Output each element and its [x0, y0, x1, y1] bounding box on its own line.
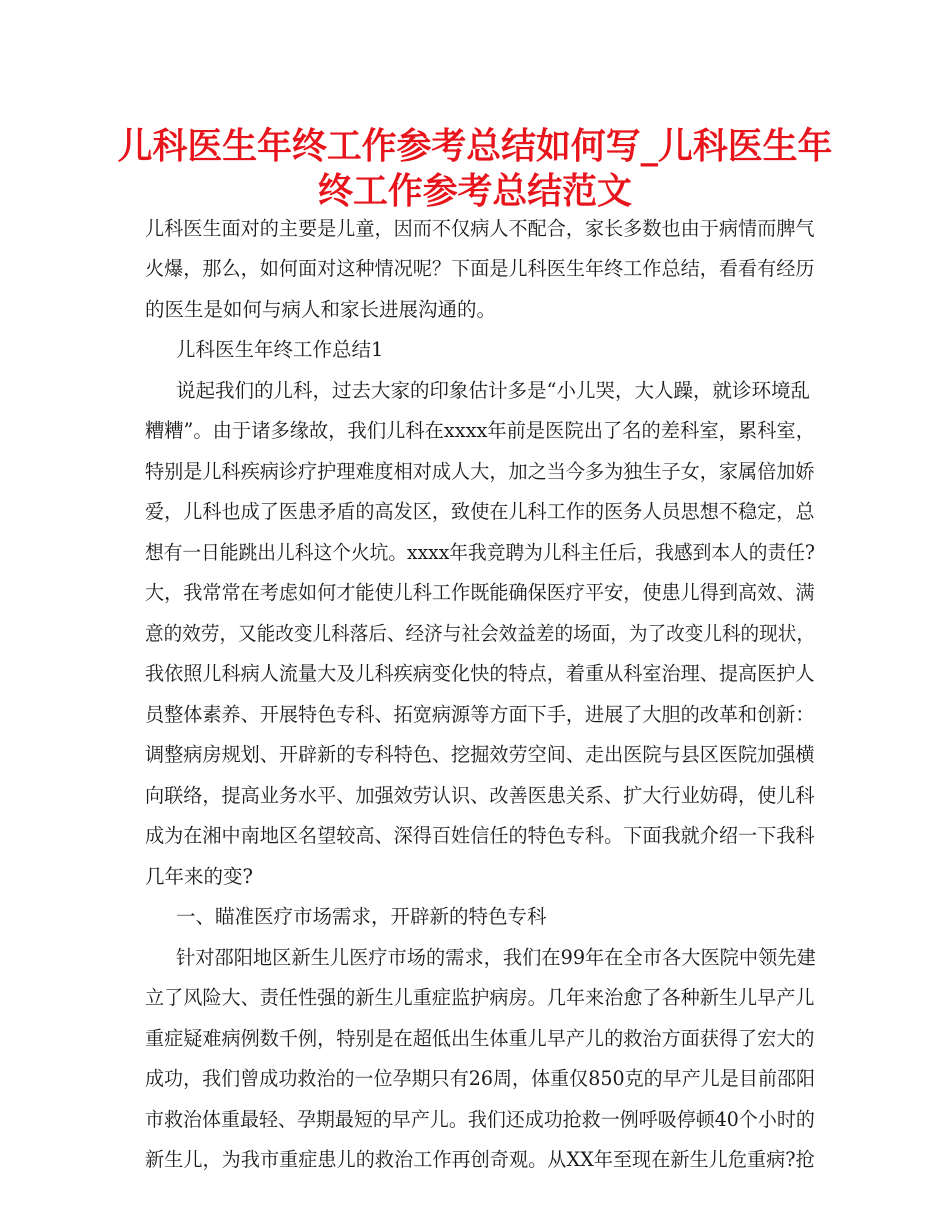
- paragraph-line: 员整体素养、开展特色专科、拓宽病源等方面下手，进展了大胆的改革和创新：: [145, 703, 815, 726]
- paragraph-line: 特别是儿科疾病诊疗护理难度相对成人大，加之当今多为独生子女，家属倍加娇: [145, 460, 815, 483]
- paragraph-line: 几年来的变?: [145, 865, 253, 888]
- paragraph-line: 成为在湘中南地区名望较高、深得百姓信任的特色专科。下面我就介绍一下我科: [145, 824, 815, 847]
- paragraph-line: 调整病房规划、开辟新的专科特色、挖掘效劳空间、走出医院与县区医院加强横: [145, 743, 815, 766]
- paragraph-line: 爱，儿科也成了医患矛盾的高发区，致使在儿科工作的医务人员思想不稳定，总: [145, 500, 815, 523]
- paragraph-line: 的医生是如何与病人和家长进展沟通的。: [145, 298, 497, 321]
- paragraph-line: 糟糟”。由于诸多缘故，我们儿科在xxxx年前是医院出了名的差科室，累科室，: [145, 419, 815, 442]
- paragraph-line: 向联络，提高业务水平、加强效劳认识、改善医患关系、扩大行业妨碍，使儿科: [145, 784, 815, 807]
- paragraph-line: 市救治体重最轻、孕期最短的早产儿。我们还成功抢救一例呼吸停顿40个小时的: [145, 1108, 815, 1131]
- section-heading: 一、瞄准医疗市场需求，开辟新的特色专科: [176, 905, 547, 928]
- paragraph-line: 想有一日能跳出儿科这个火坑。xxxx年我竞聘为儿科主任后，我感到本人的责任?: [145, 541, 815, 564]
- paragraph-line: 儿科医生面对的主要是儿童，因而不仅病人不配合，家长多数也由于病情而脾气: [145, 217, 815, 240]
- paragraph-line: 成功，我们曾成功救治的一位孕期只有26周，体重仅850克的早产儿是目前邵阳: [145, 1067, 816, 1090]
- paragraph-line: 我依照儿科病人流量大及儿科疾病变化快的特点，着重从科室治理、提高医护人: [145, 662, 815, 685]
- document-title-line-1: 儿科医生年终工作参考总结如何写_儿科医生年: [117, 126, 833, 167]
- paragraph-line: 立了风险大、责任性强的新生儿重症监护病房。几年来治愈了各种新生儿早产儿: [145, 986, 815, 1009]
- paragraph-line: 大，我常常在考虑如何才能使儿科工作既能确保医疗平安，使患儿得到高效、满: [145, 581, 815, 604]
- paragraph-line: 火爆，那么，如何面对这种情况呢？下面是儿科医生年终工作总结，看看有经历: [145, 257, 815, 280]
- paragraph-line: 意的效劳，又能改变儿科落后、经济与社会效益差的场面，为了改变儿科的现状，: [145, 622, 816, 645]
- paragraph-line: 新生儿，为我市重症患儿的救治工作再创奇观。从XX年至现在新生儿危重病?抢: [145, 1148, 815, 1171]
- paragraph-line: 重症疑难病例数千例，特别是在超低出生体重儿早产儿的救治方面获得了宏大的: [145, 1027, 815, 1050]
- paragraph-line: 说起我们的儿科，过去大家的印象估计多是“小儿哭，大人躁，就诊环境乱: [176, 379, 810, 402]
- paragraph-line: 针对邵阳地区新生儿医疗市场的需求，我们在99年在全市各大医院中领先建: [176, 946, 816, 969]
- document-title-line-2: 终工作参考总结范文: [318, 171, 632, 212]
- section-heading: 儿科医生年终工作总结1: [176, 338, 384, 361]
